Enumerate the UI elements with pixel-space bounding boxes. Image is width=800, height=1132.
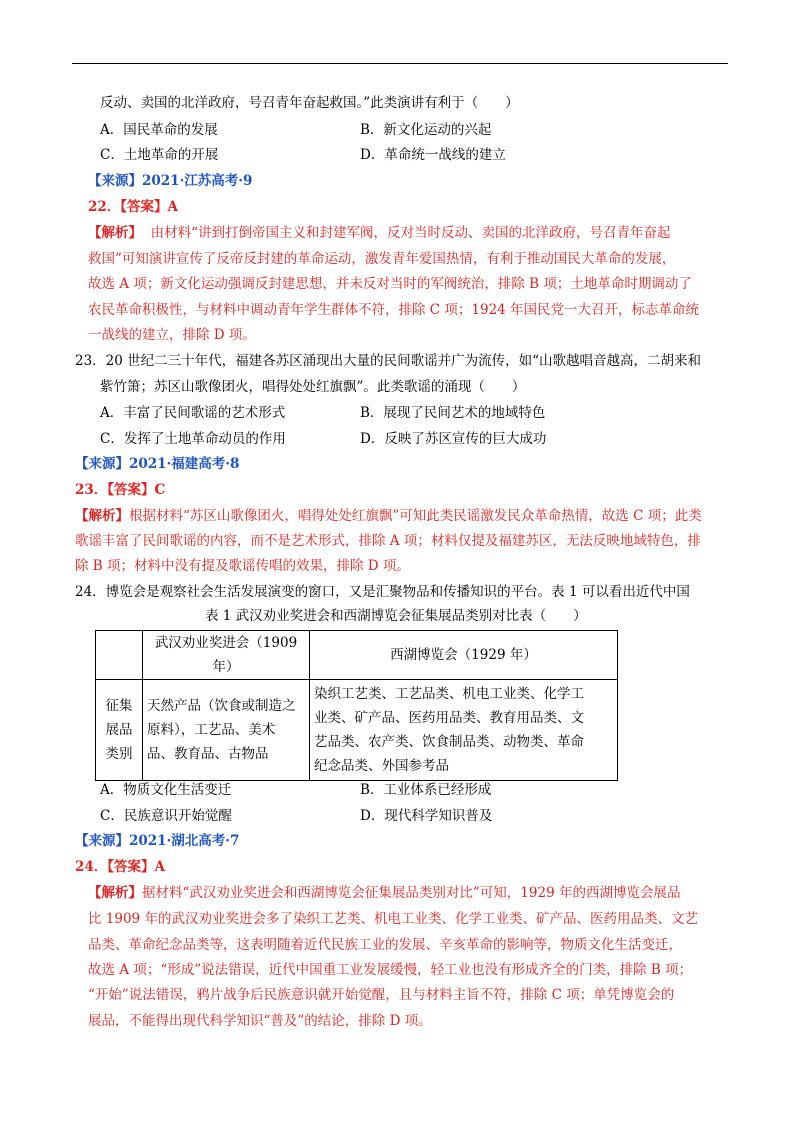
- explanation-22-tag: 【解析】: [88, 225, 142, 241]
- explanation-22-line-4: 农民革命积极性，与材料中调动青年学生群体不符，排除 C 项；1924 年国民党一大召开，标志革命统: [88, 302, 700, 318]
- header-rule: [72, 63, 728, 64]
- answer-23-number: 23．: [75, 482, 108, 498]
- table-xihu-item-line: 纪念品类、外国参考品: [314, 758, 449, 774]
- table-corner-cell: [96, 631, 143, 680]
- q21-source: 【来源】2021·江苏高考·9: [88, 173, 253, 189]
- q23-option-d: D．反映了苏区宣传的巨大成功: [360, 431, 547, 447]
- table-header-wuhan-line-2: 年）: [212, 659, 240, 675]
- table-1-caption: 表 1 武汉劝业奖进会和西湖博览会征集展品类别对比表（ ）: [205, 608, 587, 624]
- answer-22-number: 22．: [88, 199, 121, 215]
- table-xihu-item-line: 业类、矿产品、医药用品类、教育用品类、文: [314, 710, 584, 726]
- explanation-24-line-2: 比 1909 年的武汉劝业奖进会多了染织工艺类、机电工业类、化学工业类、矿产品、医药用品类、文艺: [88, 911, 698, 927]
- q24-option-c: C．民族意识开始觉醒: [100, 808, 232, 824]
- table-header-row: [96, 631, 618, 680]
- q24-option-b: B．工业体系已经形成: [360, 782, 492, 798]
- table-wuhan-item-line: 天然产品（饮食或制造之: [147, 698, 296, 714]
- answer-23: [75, 481, 165, 499]
- table-wuhan-item-line: 原料），工艺品、美术: [147, 722, 276, 738]
- answer-24-label: 【答案】A: [107, 859, 166, 875]
- q23-stem-line-2: 紫竹箫；苏区山歌像团火，唱得处处红旗飘”。此类歌谣的涌现（ ）: [100, 379, 526, 395]
- table-header-wuhan: [143, 631, 310, 680]
- explanation-23-text-1: 根据材料“苏区山歌像团火，唱得处处红旗飘”可知此类民谣激发民众革命热情，故选 C 项；此类: [129, 508, 702, 524]
- table-row-label-line: 征集: [105, 698, 133, 714]
- q23-source: 【来源】2021·福建高考·8: [75, 456, 240, 472]
- table-xihu-item-line: 艺品类、农产类、饮食制品类、动物类、革命: [314, 734, 584, 750]
- table-header-xihu: 西湖博览会（1929 年）: [310, 631, 618, 680]
- q21-option-c: C．土地革命的开展: [100, 147, 219, 163]
- explanation-24-line-6: 展品，不能得出现代科学知识“普及”的结论，排除 D 项。: [88, 1013, 432, 1029]
- answer-23-label: 【答案】C: [107, 482, 166, 498]
- table-row-label: [96, 680, 143, 781]
- explanation-22-line-5: 一战线的建立，排除 D 项。: [88, 327, 256, 343]
- q23-stem-line-1: 23．20 世纪二三十年代，福建各苏区涌现出大量的民间歌谣并广为流传，如“山歌越唱音越高，二胡来和: [75, 353, 702, 369]
- explanation-22-line-3: 故选 A 项；新文化运动强调反封建思想，并未反对当时的军阀统治，排除 B 项；土地革命时期调动了: [88, 276, 692, 292]
- table-xihu-items: [310, 680, 618, 781]
- q23-option-a: A．丰富了民间歌谣的艺术形式: [100, 405, 286, 421]
- explanation-24-tag: 【解析】: [88, 885, 142, 901]
- explanation-24-line-5: “开始”说法错误，鸦片战争后民族意识就开始觉醒，且与材料主旨不符，排除 C 项；单凭博览会的: [88, 987, 675, 1003]
- explanation-22-line-2: 救国”可知演讲宣传了反帝反封建的革命运动，激发青年爱国热情，有利于推动国民大革命的发展，: [88, 251, 676, 267]
- q23-option-c: C．发挥了土地革命动员的作用: [100, 431, 286, 447]
- table-header-wuhan-line-1: 武汉劝业奖进会（1909: [154, 635, 298, 651]
- q24-source: 【来源】2021·湖北高考·7: [75, 833, 240, 849]
- answer-22: [88, 198, 178, 216]
- explanation-23-tag: 【解析】: [75, 508, 129, 524]
- table-wuhan-items: [143, 680, 310, 781]
- q24-stem-line-1: 24．博览会是观察社会生活发展演变的窗口，又是汇聚物品和传播知识的平台。表 1 可以看出近代中国: [75, 584, 690, 600]
- answer-24: [75, 858, 165, 876]
- explanation-23-line-1: [75, 507, 702, 525]
- explanation-23-line-2: 歌谣丰富了民间歌谣的内容，而不是艺术形式，排除 A 项；材料仅提及福建苏区，无法反映地域特色，排: [75, 533, 701, 549]
- q21-option-d: D．革命统一战线的建立: [360, 147, 506, 163]
- table-row-label-line: 展品: [105, 722, 133, 738]
- explanation-24-line-1: [88, 884, 680, 902]
- explanation-22-text-1: 由材料“讲到打倒帝国主义和封建军阀，反对当时反动、卖国的北洋政府，号召青年奋起: [150, 225, 671, 241]
- answer-22-label: 【答案】A: [120, 199, 179, 215]
- table-row-label-line: 类别: [105, 746, 133, 762]
- explanation-23-line-3: 除 B 项；材料中没有提及歌谣传唱的效果，排除 D 项。: [75, 558, 410, 574]
- q24-option-d: D．现代科学知识普及: [360, 808, 493, 824]
- explanation-24-line-4: 故选 A 项；“形成”说法错误，近代中国重工业发展缓慢，轻工业也没有形成齐全的门类，排除 B 项；: [88, 962, 693, 978]
- explanation-22-line-1: [88, 224, 671, 242]
- explanation-24-line-3: 品类、革命纪念品类等，这表明随着近代民族工业的发展、辛亥革命的影响等，物质文化生活变迁，: [88, 937, 682, 953]
- table-xihu-item-line: 染织工艺类、工艺品类、机电工业类、化学工: [314, 686, 584, 702]
- q21-stem-tail: 反动、卖国的北洋政府，号召青年奋起救国。”此类演讲有利于（ ）: [100, 95, 519, 111]
- comparison-table: [95, 630, 618, 781]
- q24-option-a: A．物质文化生活变迁: [100, 782, 232, 798]
- q21-option-b: B．新文化运动的兴起: [360, 122, 492, 138]
- table-wuhan-item-line: 品、教育品、古物品: [147, 746, 269, 762]
- q23-option-b: B．展现了民间艺术的地域特色: [360, 405, 546, 421]
- table-body-row: [96, 680, 618, 781]
- explanation-24-text-1: 据材料“武汉劝业奖进会和西湖博览会征集展品类别对比”可知，1929 年的西湖博览会展品: [142, 885, 681, 901]
- q21-option-a: A．国民革命的发展: [100, 122, 218, 138]
- answer-24-number: 24．: [75, 859, 108, 875]
